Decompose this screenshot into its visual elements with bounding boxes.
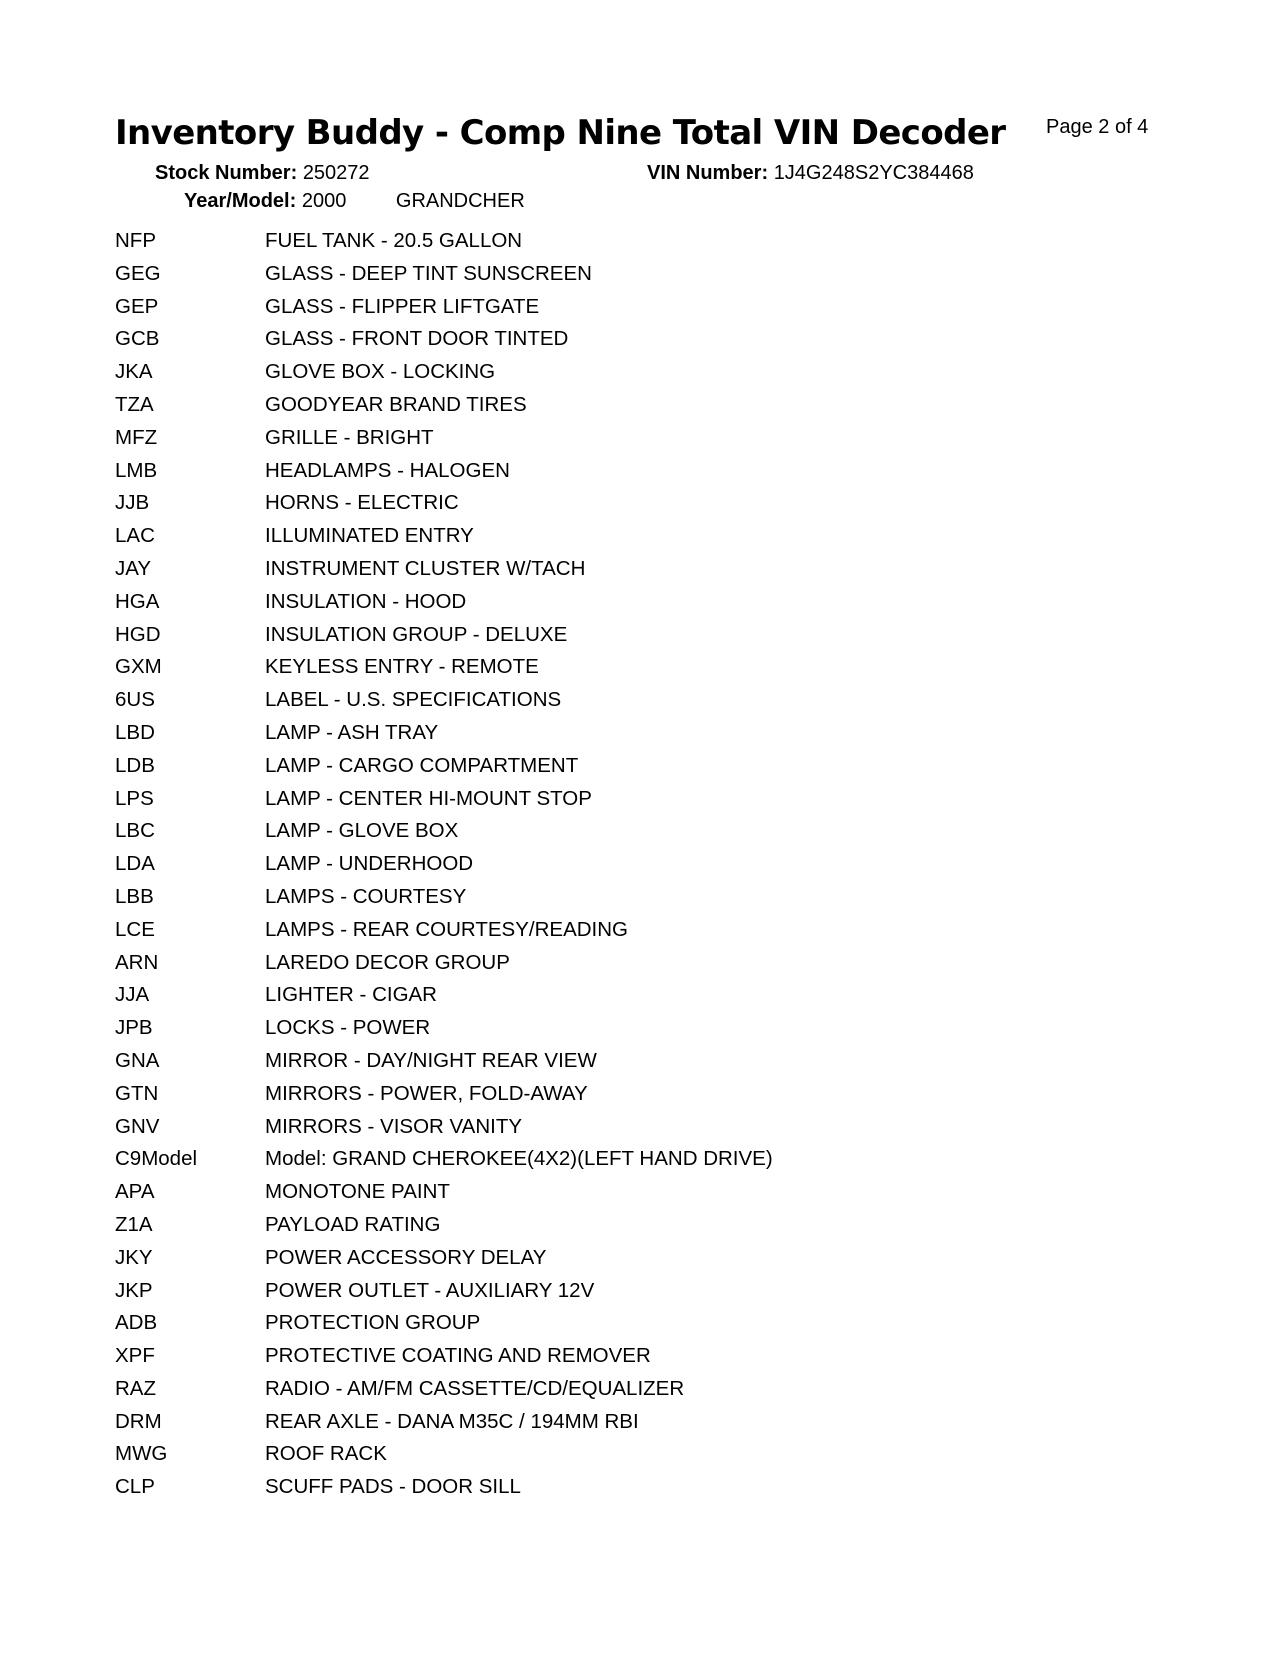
option-description: LAMP - UNDERHOOD — [265, 852, 474, 876]
option-description: MIRROR - DAY/NIGHT REAR VIEW — [265, 1048, 597, 1072]
option-description: LAMP - CENTER HI-MOUNT STOP — [265, 786, 592, 810]
year-value: 2000 — [301, 190, 347, 212]
option-code: HGD — [115, 622, 161, 646]
option-code: LMB — [115, 458, 158, 482]
option-description: PROTECTION GROUP — [265, 1311, 481, 1335]
option-description: LAMP - CARGO COMPARTMENT — [265, 753, 579, 777]
option-code: HGA — [115, 589, 160, 613]
option-description: GOODYEAR BRAND TIRES — [265, 392, 527, 416]
option-description: LAREDO DECOR GROUP — [265, 950, 510, 974]
option-description: MIRRORS - POWER, FOLD-AWAY — [265, 1081, 588, 1105]
option-code: GNA — [115, 1048, 160, 1072]
vin-number-value: 1J4G248S2YC384468 — [773, 162, 974, 184]
page-number: Page 2 of 4 — [1046, 116, 1149, 138]
option-description: INSULATION - HOOD — [265, 589, 467, 613]
option-code: ADB — [115, 1311, 158, 1335]
option-description: LAMP - GLOVE BOX — [265, 819, 459, 843]
option-description: Model: GRAND CHEROKEE(4X2)(LEFT HAND DRIVE) — [265, 1147, 773, 1171]
option-code: RAZ — [115, 1376, 156, 1400]
option-description: LIGHTER - CIGAR — [265, 983, 437, 1007]
option-code: JJA — [115, 983, 150, 1007]
option-description: REAR AXLE - DANA M35C / 194MM RBI — [265, 1409, 639, 1433]
option-code: JAY — [115, 556, 152, 580]
option-description: ROOF RACK — [265, 1442, 387, 1466]
option-description: HEADLAMPS - HALOGEN — [265, 458, 510, 482]
option-code: GCB — [115, 327, 160, 351]
option-description: LAMPS - REAR COURTESY/READING — [265, 917, 628, 941]
option-description: KEYLESS ENTRY - REMOTE — [265, 655, 539, 679]
option-code: CLP — [115, 1475, 155, 1499]
option-description: SCUFF PADS - DOOR SILL — [265, 1475, 521, 1499]
option-description: GLOVE BOX - LOCKING — [265, 360, 496, 384]
option-code: MWG — [115, 1442, 168, 1466]
option-code: JKA — [115, 360, 153, 384]
page-title: Inventory Buddy - Comp Nine Total VIN Decoder — [115, 113, 1006, 153]
option-description: MIRRORS - VISOR VANITY — [265, 1114, 523, 1138]
option-description: GLASS - FLIPPER LIFTGATE — [265, 294, 540, 318]
option-code: JJB — [115, 491, 150, 515]
option-description: GRILLE - BRIGHT — [265, 425, 434, 449]
option-code: Z1A — [115, 1212, 153, 1236]
option-description: LAMPS - COURTESY — [265, 884, 467, 908]
option-description: PAYLOAD RATING — [265, 1212, 441, 1236]
model-value: GRANDCHER — [395, 190, 525, 212]
option-code: JKY — [115, 1245, 153, 1269]
option-code: GEG — [115, 261, 161, 285]
option-code: LDB — [115, 753, 155, 777]
option-code: LBB — [115, 884, 154, 908]
year-model — [184, 190, 525, 213]
option-code: NFP — [115, 229, 156, 252]
option-code: LBC — [115, 819, 155, 843]
year-model-label: Year/Model: — [184, 190, 297, 212]
option-description: LOCKS - POWER — [265, 1016, 431, 1040]
option-code: JKP — [115, 1278, 153, 1302]
option-code: C9Model — [115, 1147, 198, 1171]
option-code: 6US — [115, 688, 155, 712]
option-description: POWER OUTLET - AUXILIARY 12V — [265, 1278, 595, 1302]
option-code: LDA — [115, 852, 155, 876]
option-description: HORNS - ELECTRIC — [265, 491, 459, 515]
option-description: PROTECTIVE COATING AND REMOVER — [265, 1344, 651, 1368]
option-description: LAMP - ASH TRAY — [265, 720, 439, 744]
option-code: LAC — [115, 524, 155, 548]
option-description: GLASS - DEEP TINT SUNSCREEN — [265, 261, 592, 285]
stock-number-value: 250272 — [302, 162, 370, 184]
option-description: POWER ACCESSORY DELAY — [265, 1245, 547, 1269]
option-code: GTN — [115, 1081, 159, 1105]
vin-number-label: VIN Number: — [647, 162, 769, 184]
vin-number — [647, 162, 974, 185]
option-description: ILLUMINATED ENTRY — [265, 524, 474, 548]
option-description: INSULATION GROUP - DELUXE — [265, 622, 568, 646]
option-code: MFZ — [115, 425, 158, 449]
option-code: LCE — [115, 917, 155, 941]
option-code: LBD — [115, 720, 155, 744]
option-code: GXM — [115, 655, 162, 679]
stock-number-label: Stock Number: — [155, 162, 298, 184]
option-code: GEP — [115, 294, 159, 318]
option-code: LPS — [115, 786, 154, 810]
option-description: FUEL TANK - 20.5 GALLON — [265, 229, 523, 252]
option-description: MONOTONE PAINT — [265, 1180, 450, 1204]
option-code: DRM — [115, 1409, 162, 1433]
option-description: INSTRUMENT CLUSTER W/TACH — [265, 556, 586, 580]
option-description: LABEL - U.S. SPECIFICATIONS — [265, 688, 562, 712]
option-code: XPF — [115, 1344, 155, 1368]
option-description: GLASS - FRONT DOOR TINTED — [265, 327, 569, 351]
option-code: TZA — [115, 392, 154, 416]
option-code: GNV — [115, 1114, 160, 1138]
option-code: APA — [115, 1180, 155, 1204]
option-description: RADIO - AM/FM CASSETTE/CD/EQUALIZER — [265, 1376, 685, 1400]
option-code: JPB — [115, 1016, 153, 1040]
option-code: ARN — [115, 950, 159, 974]
stock-number — [155, 162, 370, 185]
